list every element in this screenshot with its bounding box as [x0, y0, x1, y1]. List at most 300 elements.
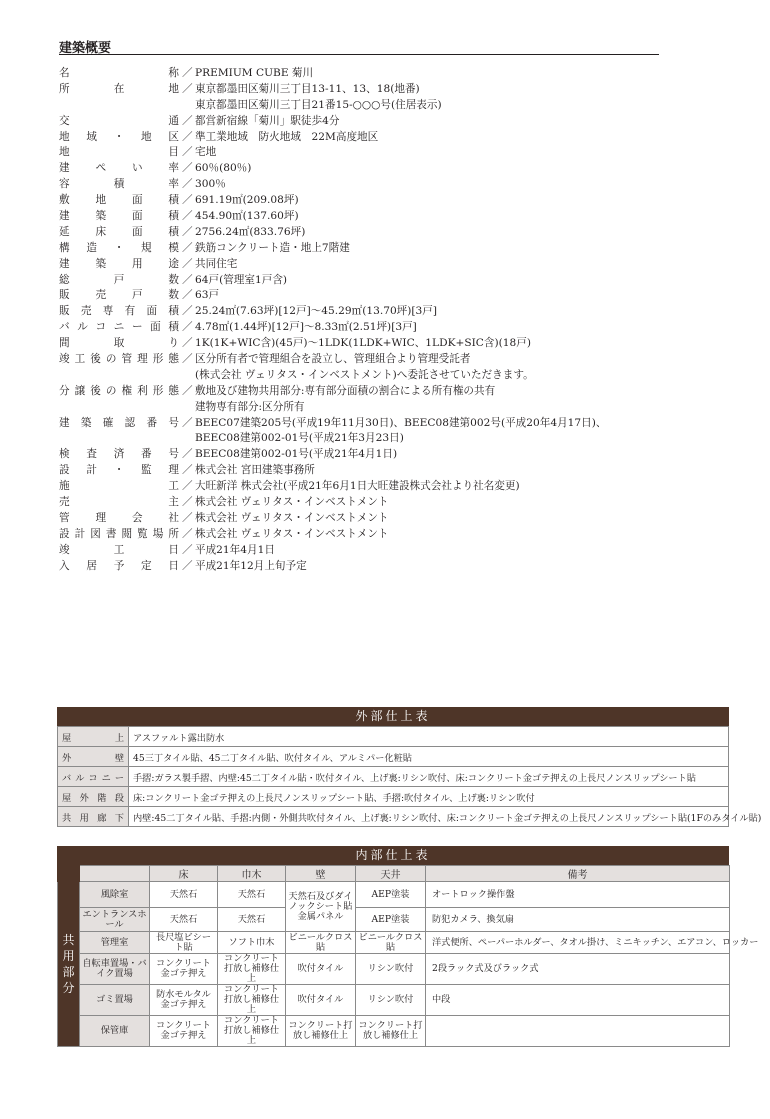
label-char: 共 — [62, 812, 72, 824]
spec-value: 1K(1K+WIC含)(45戸)〜1LDK(1LDK+WIC、1LDK+SIC含)(18戸) — [195, 337, 531, 350]
spec-label-char: 竣 — [59, 353, 70, 366]
spec-row — [59, 209, 679, 225]
spec-separator — [182, 400, 192, 416]
spec-label-char: 建 — [59, 257, 70, 270]
label-char: ー — [114, 772, 124, 784]
spec-label-char: 面 — [131, 225, 143, 238]
spec-separator — [182, 98, 192, 114]
spec-label-char: 施 — [59, 480, 70, 493]
spec-row — [59, 98, 679, 114]
exterior-label-text — [62, 790, 124, 804]
spec-row — [59, 66, 679, 82]
spec-label-char: 検 — [59, 448, 70, 461]
spec-value: 454.90㎡(137.60坪) — [195, 210, 299, 223]
spec-label — [59, 336, 179, 352]
spec-label-char: 地 — [59, 130, 70, 143]
cell-baseboard: コンクリート打放し補修仕上 — [218, 1016, 286, 1047]
cell-floor: 長尺塩ビシート貼 — [150, 932, 218, 954]
interior-table-title: 内部仕上表 — [57, 846, 729, 865]
col-header-floor: 床 — [150, 866, 218, 882]
corner-cell — [58, 866, 80, 882]
spec-label-char: 敷 — [59, 194, 70, 207]
spec-label-char: 売 — [80, 305, 92, 318]
spec-label-char: 予 — [113, 559, 125, 572]
spec-label-char: 間 — [59, 337, 70, 350]
cell-note: 中段 — [426, 985, 730, 1016]
spec-label-char: バ — [59, 321, 70, 334]
spec-label-char: 管 — [121, 353, 133, 366]
spec-separator: ／ — [182, 273, 193, 286]
spec-label-char: 計 — [74, 527, 86, 540]
spec-separator: ／ — [182, 496, 193, 509]
spec-label-char: 監 — [141, 464, 152, 477]
spec-label-char: 規 — [141, 241, 152, 254]
spec-separator: ／ — [182, 82, 193, 95]
spec-label-char: い — [131, 162, 143, 175]
spec-label-char: 売 — [95, 289, 107, 302]
spec-value: 平成21年4月1日 — [195, 543, 275, 556]
spec-value: 区分所有者で管理組合を設立し、管理組合より管理受託者 — [195, 353, 471, 366]
spec-label — [59, 352, 179, 368]
spec-label-char: 戸 — [113, 273, 125, 286]
spec-label — [59, 209, 179, 225]
spec-value: 東京都墨田区菊川三丁目21番15-○○○号(住居表示) — [195, 98, 442, 111]
room-name: エントランスホール — [80, 908, 150, 932]
spec-label-char: 利 — [137, 384, 148, 397]
cell-baseboard: 天然石 — [218, 882, 286, 908]
spec-label-char: 途 — [168, 257, 179, 270]
group-label-common-area — [58, 882, 80, 1047]
spec-label-char: ー — [131, 321, 143, 334]
spec-label-char: 築 — [95, 210, 107, 223]
spec-label-char: 態 — [168, 384, 179, 397]
spec-label-char: 構 — [59, 241, 70, 254]
spec-value: BEEC08建第002-01号(平成21年4月1日) — [195, 448, 398, 461]
col-header-note: 備考 — [426, 866, 730, 882]
spec-value: 63戸 — [195, 289, 220, 302]
col-header-wall: 壁 — [286, 866, 356, 882]
spec-label-char: 所 — [59, 82, 70, 95]
spec-label-char: 済 — [113, 448, 125, 461]
spec-row — [59, 336, 679, 352]
cell-floor: 防水モルタル金ゴテ押え — [150, 985, 218, 1016]
spec-label-char: ニ — [113, 321, 125, 334]
interior-row — [58, 908, 730, 932]
label-char: 段 — [114, 792, 124, 804]
cell-floor: コンクリート金ゴテ押え — [150, 954, 218, 985]
spec-label-char: 場 — [152, 527, 164, 540]
spec-row — [59, 352, 679, 368]
corner-cell-2 — [80, 866, 150, 882]
spec-label-char: 号 — [168, 416, 179, 429]
spec-label — [59, 114, 179, 130]
spec-label-char: 会 — [131, 511, 143, 524]
spec-label-char: 番 — [146, 416, 158, 429]
spec-label-char: 地 — [141, 130, 152, 143]
spec-row — [59, 368, 679, 384]
spec-label-char: 居 — [86, 559, 97, 572]
cell-wall: ビニールクロス貼 — [286, 932, 356, 954]
exterior-row-label — [58, 767, 129, 787]
spec-label-char: 域 — [86, 130, 97, 143]
spec-separator: ／ — [182, 527, 193, 540]
spec-label — [59, 130, 179, 146]
interior-row — [58, 985, 730, 1016]
spec-label-char: 認 — [124, 416, 136, 429]
exterior-row-label — [58, 787, 129, 807]
spec-row — [59, 384, 679, 400]
spec-label-char: 戸 — [131, 289, 143, 302]
spec-label — [59, 511, 179, 527]
spec-label-char: 建 — [59, 162, 70, 175]
group-label-char: 用 — [62, 949, 75, 963]
spec-label — [59, 368, 179, 384]
spec-label-char: 書 — [105, 527, 117, 540]
exterior-row-label — [58, 807, 129, 827]
spec-row — [59, 145, 679, 161]
spec-row — [59, 431, 679, 447]
spec-row — [59, 511, 679, 527]
spec-value: BEEC08建第002-01号(平成21年3月23日) — [195, 432, 404, 445]
spec-value: 株式会社 ヴェリタス・インベストメント — [195, 511, 389, 524]
spec-label-char: 率 — [168, 178, 179, 191]
col-header-baseboard: 巾木 — [218, 866, 286, 882]
spec-row — [59, 543, 679, 559]
spec-value: 建物専有部分:区分所有 — [195, 400, 305, 413]
spec-label — [59, 400, 179, 416]
cell-ceiling: AEP塗装 — [356, 908, 426, 932]
spec-label-char: 総 — [59, 273, 70, 286]
spec-label-char: 態 — [168, 353, 179, 366]
spec-label-char: 数 — [168, 289, 179, 302]
spec-value: BEEC07建築205号(平成19年11月30日)、BEEC08建第002号(平成20年4月17日)、 — [195, 416, 607, 429]
spec-label-char: 積 — [168, 225, 179, 238]
label-char: ニ — [101, 772, 111, 784]
cell-wall: コンクリート打放し補修仕上 — [286, 1016, 356, 1047]
spec-label-char: 理 — [168, 464, 179, 477]
spec-row — [59, 130, 679, 146]
spec-label-char: 延 — [59, 225, 70, 238]
label-char: 階 — [97, 792, 107, 804]
spec-separator: ／ — [182, 353, 193, 366]
spec-value: 株式会社 宮田建築事務所 — [195, 464, 315, 477]
exterior-row — [58, 787, 729, 807]
spec-row — [59, 288, 679, 304]
exterior-label-text — [62, 730, 124, 744]
exterior-label-text — [62, 810, 124, 824]
spec-separator: ／ — [182, 321, 193, 334]
label-char: バ — [62, 772, 72, 784]
room-name: ゴミ置場 — [80, 985, 150, 1016]
spec-row — [59, 177, 679, 193]
spec-separator: ／ — [182, 225, 193, 238]
spec-separator: ／ — [182, 289, 193, 302]
spec-label-char: 建 — [59, 416, 70, 429]
spec-value: 平成21年12月上旬予定 — [195, 559, 307, 572]
spec-label-char: 竣 — [59, 543, 70, 556]
spec-separator: ／ — [182, 559, 193, 572]
group-label-char: 分 — [62, 981, 75, 995]
spec-label-char: 地 — [95, 194, 107, 207]
spec-label-char: 所 — [168, 527, 179, 540]
exterior-label-text — [62, 750, 124, 764]
spec-label-char: 面 — [146, 305, 158, 318]
heading-rule — [59, 54, 659, 55]
spec-value: 300％ — [195, 178, 226, 191]
exterior-row-value: アスファルト露出防水 — [129, 727, 729, 747]
exterior-row-label — [58, 747, 129, 767]
spec-row — [59, 479, 679, 495]
spec-label — [59, 416, 179, 432]
spec-label — [59, 257, 179, 273]
spec-separator: ／ — [182, 162, 193, 175]
spec-separator: ／ — [182, 210, 193, 223]
spec-label-char: 番 — [141, 448, 152, 461]
spec-label — [59, 193, 179, 209]
spec-value: PREMIUM CUBE 菊川 — [195, 67, 314, 79]
spec-label-char: 面 — [131, 194, 143, 207]
exterior-row — [58, 727, 729, 747]
spec-label-char: ・ — [113, 130, 125, 143]
spec-label-char: の — [105, 353, 117, 366]
spec-separator: ／ — [182, 178, 193, 191]
spec-value: 鉄筋コンクリート造・地上7階建 — [195, 241, 350, 254]
spec-label-char: 工 — [168, 480, 179, 493]
spec-label-char: 通 — [168, 114, 179, 127]
spec-label-char: 用 — [131, 257, 143, 270]
group-label-char: 共 — [62, 933, 75, 947]
spec-label-char: 築 — [95, 257, 107, 270]
cell-baseboard: ソフト巾木 — [218, 932, 286, 954]
spec-label — [59, 304, 179, 320]
label-char: 下 — [114, 812, 124, 824]
spec-label-char: 入 — [59, 559, 70, 572]
spec-label-char: 地 — [59, 146, 70, 159]
spec-label-char: 販 — [59, 289, 70, 302]
spec-label-char: 積 — [113, 178, 125, 191]
label-char: 廊 — [97, 812, 107, 824]
spec-label-char: 号 — [168, 448, 179, 461]
spec-value: 4.78㎡(1.44坪)[12戸]〜8.33㎡(2.51坪)[3戸] — [195, 321, 417, 334]
exterior-row-value: 床:コンクリート金ゴテ押えの上長尺ノンスリップシート貼、手摺:吹付タイル、上げ裏:リシン吹付 — [129, 787, 729, 807]
spec-value: 60％(80％) — [195, 162, 252, 175]
cell-note: オートロック操作盤 — [426, 882, 730, 908]
spec-label-char: 管 — [59, 511, 70, 524]
spec-label-char: 形 — [152, 384, 164, 397]
spec-separator: ／ — [182, 241, 193, 254]
cell-note: 2段ラック式及びラック式 — [426, 954, 730, 985]
spec-label-char: 査 — [86, 448, 97, 461]
interior-row — [58, 932, 730, 954]
spec-label-char: 社 — [168, 511, 179, 524]
spec-separator: ／ — [182, 130, 193, 143]
spec-label-char: 設 — [59, 527, 70, 540]
spec-label-char: 模 — [168, 241, 179, 254]
cell-baseboard: 天然石 — [218, 908, 286, 932]
spec-row — [59, 161, 679, 177]
spec-label-char: 称 — [168, 67, 179, 79]
cell-baseboard: コンクリート打放し補修仕上 — [218, 954, 286, 985]
cell-ceiling: コンクリート打放し補修仕上 — [356, 1016, 426, 1047]
exterior-finish-table — [57, 726, 762, 827]
spec-label-char: 区 — [168, 130, 179, 143]
spec-separator: ／ — [182, 67, 193, 79]
spec-value: 準工業地域 防火地域 22M高度地区 — [195, 130, 379, 143]
spec-value: 東京都墨田区菊川三丁目13-11、13、18(地番) — [195, 82, 420, 95]
spec-row — [59, 304, 679, 320]
spec-separator: ／ — [182, 194, 193, 207]
exterior-row — [58, 747, 729, 767]
col-header-ceiling: 天井 — [356, 866, 426, 882]
spec-label-char: ぺ — [95, 162, 107, 175]
spec-label-char: 面 — [150, 321, 161, 334]
spec-label-char: 工 — [113, 543, 125, 556]
spec-label-char: 日 — [168, 559, 179, 572]
spec-label-char: 名 — [59, 67, 70, 79]
spec-label-char: ・ — [113, 241, 125, 254]
spec-row — [59, 400, 679, 416]
spec-label-char: 日 — [168, 543, 179, 556]
spec-value: 691.19㎡(209.08坪) — [195, 194, 299, 207]
spec-label-char: 主 — [168, 496, 179, 509]
cell-wall: 天然石及びダイノックシート貼金属パネル — [286, 882, 356, 932]
spec-row — [59, 495, 679, 511]
spec-label-char: 専 — [102, 305, 114, 318]
label-char: 外 — [62, 752, 72, 764]
spec-label — [59, 463, 179, 479]
spec-value: 共同住宅 — [195, 257, 238, 270]
spec-value: 都営新宿線「菊川」駅徒歩4分 — [195, 114, 340, 127]
spec-label — [59, 320, 179, 336]
spec-row — [59, 463, 679, 479]
spec-label — [59, 431, 179, 447]
spec-label — [59, 273, 179, 289]
label-char: 用 — [79, 812, 89, 824]
spec-row — [59, 559, 679, 575]
spec-row — [59, 82, 679, 98]
exterior-label-text — [62, 770, 124, 784]
spec-label-char: 譲 — [74, 384, 86, 397]
spec-label-char: 設 — [59, 464, 70, 477]
spec-label — [59, 543, 179, 559]
spec-separator: ／ — [182, 114, 193, 127]
cell-wall: 吹付タイル — [286, 954, 356, 985]
spec-row — [59, 241, 679, 257]
spec-label-char: 地 — [168, 82, 179, 95]
interior-row — [58, 954, 730, 985]
interior-row — [58, 882, 730, 908]
spec-row — [59, 527, 679, 543]
spec-label — [59, 559, 179, 575]
spec-label — [59, 447, 179, 463]
spec-label-char: 築 — [80, 416, 92, 429]
spec-label-char: の — [105, 384, 117, 397]
spec-label-char: 売 — [59, 496, 70, 509]
spec-row — [59, 257, 679, 273]
spec-label — [59, 66, 179, 82]
interior-row — [58, 1016, 730, 1047]
spec-value: 2756.24㎡(833.76坪) — [195, 225, 306, 238]
spec-separator: ／ — [182, 480, 193, 493]
spec-label-char: 床 — [95, 225, 107, 238]
spec-label-char: 分 — [59, 384, 70, 397]
exterior-row-label — [58, 727, 129, 747]
spec-separator: ／ — [182, 543, 193, 556]
room-name: 保管庫 — [80, 1016, 150, 1047]
spec-value: 64戸(管理室1戸含) — [195, 273, 288, 286]
interior-finish-table — [57, 865, 759, 1047]
spec-label-char: 交 — [59, 114, 70, 127]
spec-label — [59, 241, 179, 257]
room-name: 風除室 — [80, 882, 150, 908]
spec-label — [59, 527, 179, 543]
spec-separator: ／ — [182, 416, 193, 429]
spec-label-char: 建 — [59, 210, 70, 223]
cell-note: 洋式便所、ペーパーホルダー、タオル掛け、ミニキッチン、エアコン、ロッカー — [426, 932, 730, 954]
spec-label — [59, 82, 179, 98]
spec-label-char: ル — [77, 321, 88, 334]
spec-label-char: 積 — [168, 321, 179, 334]
spec-row — [59, 447, 679, 463]
cell-floor: 天然石 — [150, 882, 218, 908]
spec-label-char: 理 — [95, 511, 107, 524]
spec-row — [59, 114, 679, 130]
spec-separator — [182, 368, 192, 384]
spec-row — [59, 193, 679, 209]
spec-separator: ／ — [182, 384, 193, 397]
spec-label-char: ・ — [113, 464, 125, 477]
spec-label-char: 率 — [168, 162, 179, 175]
spec-separator: ／ — [182, 337, 193, 350]
exterior-table-title: 外部仕上表 — [57, 707, 729, 726]
spec-row — [59, 416, 679, 432]
building-spec-list — [59, 66, 679, 575]
spec-label — [59, 384, 179, 400]
spec-value: 大旺新洋 株式会社(平成21年6月1日大旺建設株式会社より社名変更) — [195, 480, 520, 493]
spec-value: 株式会社 ヴェリタス・インベストメント — [195, 496, 389, 509]
spec-separator: ／ — [182, 464, 193, 477]
spec-value: 宅地 — [195, 146, 217, 159]
spec-label — [59, 288, 179, 304]
spec-label — [59, 98, 179, 114]
spec-row — [59, 225, 679, 241]
exterior-row-value: 45三丁タイル貼、45二丁タイル貼、吹付タイル、アルミパー化粧貼 — [129, 747, 729, 767]
spec-label — [59, 225, 179, 241]
spec-label-char: 後 — [90, 353, 101, 366]
cell-note — [426, 1016, 730, 1047]
spec-label-char: 権 — [121, 384, 133, 397]
cell-baseboard: コンクリート打放し補修仕上 — [218, 985, 286, 1016]
label-char: 屋 — [62, 792, 72, 804]
spec-label-char: 目 — [168, 146, 179, 159]
cell-ceiling: ビニールクロス貼 — [356, 932, 426, 954]
label-char: 屋 — [62, 732, 72, 744]
spec-separator: ／ — [182, 511, 193, 524]
room-name: 管理室 — [80, 932, 150, 954]
spec-label-char: 理 — [137, 353, 148, 366]
spec-label-char: 取 — [113, 337, 125, 350]
exterior-row-value: 内壁:45二丁タイル貼、手摺:内側・外側共吹付タイル、上げ裏:リシン吹付、床:コンクリート金ゴテ押えの上長尺ノンスリップシート貼(1Fのみタイル貼) — [129, 807, 729, 827]
spec-row — [59, 273, 679, 289]
label-char: 上 — [114, 732, 124, 744]
spec-label-char: 閲 — [121, 527, 133, 540]
spec-label — [59, 479, 179, 495]
spec-label-char: 容 — [59, 178, 70, 191]
spec-label-char: 販 — [59, 305, 70, 318]
label-char: ル — [75, 772, 85, 784]
spec-separator: ／ — [182, 257, 193, 270]
cell-floor: コンクリート金ゴテ押え — [150, 1016, 218, 1047]
